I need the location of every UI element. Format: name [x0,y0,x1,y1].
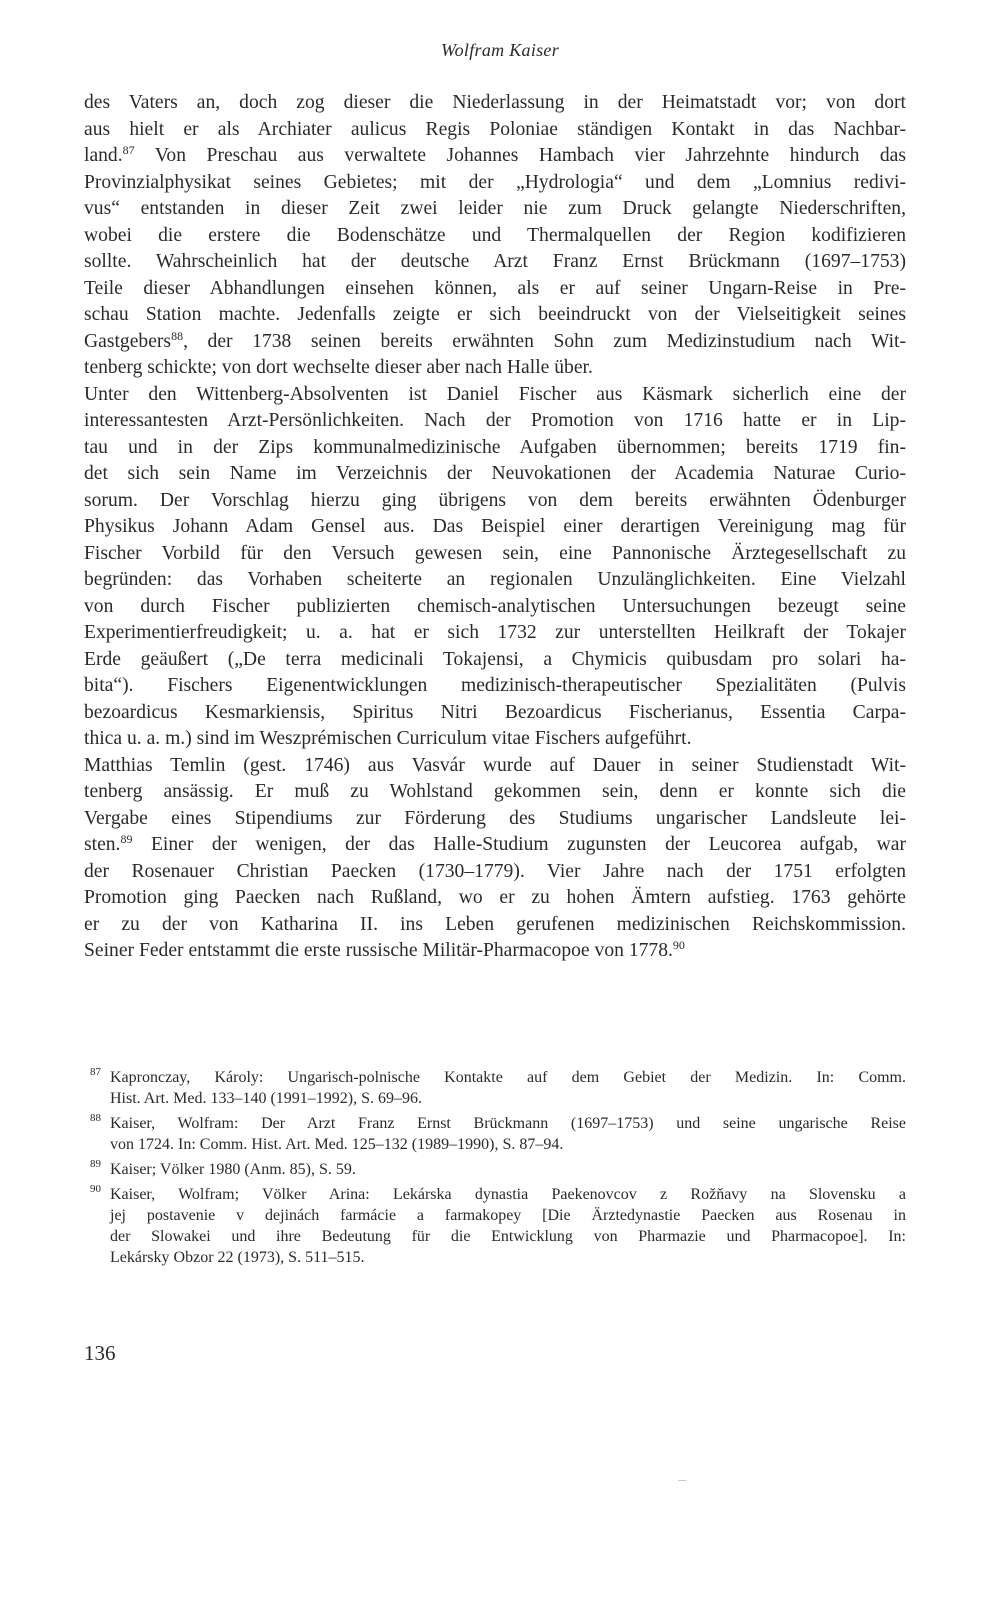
text-line: schau Station machte. Jedenfalls zeigte er sich beeindruckt von der Vielseitigkeit seines [84,304,906,325]
text-line: Fischer Vorbild für den Versuch gewesen sein, eine Pannonische Ärztegesellschaft zu [84,542,906,564]
footnote-line: Hist. Art. Med. 133–140 (1991–1992), S. 69–96. [110,1090,422,1107]
text-line: sollte. Wahrscheinlich hat der deutsche Arzt Franz Ernst Brückmann (1697–1753) [84,251,906,272]
text-line: er zu der von Katharina II. ins Leben gerufenen medizinischen Reichskommission. [84,913,906,935]
text-line: wobei die erstere die Bodenschätze und Thermalquellen der Region kodifizieren [84,224,906,246]
text-line: Promotion ging Paecken nach Rußland, wo er zu hohen Ämtern aufstieg. 1763 gehörte [84,887,906,908]
footnote-ref[interactable]: 87 [122,143,135,157]
text-line: Physikus Johann Adam Gensel aus. Das Beispiel einer derartigen Vereinigung mag für [84,516,906,537]
text-line: Gastgebers$^{88}$, der 1738 seinen bereits erwähnten Sohn zum Medizinstudium nach Wit- [84,328,906,352]
footnote [84,1067,906,1109]
text-line: bita“). Fischers Eigenentwicklungen medizinisch-therapeutischer Spezialitäten (Pulvis [84,675,906,696]
text-line: tau und in der Zips kommunalmedizinische Aufgaben übernommen; bereits 1719 fin- [84,436,906,458]
footnote-line: der Slowakei und ihre Bedeutung für die Entwicklung von Pharmazie und Pharmacopoe]. In: [110,1228,906,1245]
text-line: interessantesten Arzt-Persönlichkeiten. Nach der Promotion von 1716 hatte er in Lip- [84,410,906,431]
footnote [84,1159,906,1180]
text-line: Matthias Temlin (gest. 1746) aus Vasvár wurde auf Dauer in seiner Studienstadt Wit- [84,754,906,776]
scan-speck [678,1480,686,1481]
footnote-number: 89 [90,1158,101,1170]
text-line: aus hielt er als Archiater aulicus Regis Poloniae ständigen Kontakt in das Nachbar- [84,118,906,140]
body-text [84,90,906,965]
footnote-number: 90 [90,1183,101,1195]
text-line: von durch Fischer publizierten chemisch-analytischen Untersuchungen bezeugt seine [84,595,906,617]
footnote-ref[interactable]: 90 [672,938,685,952]
text-line: Erde geäußert („De terra medicinali Tokajensi, a Chymicis quibusdam pro solari ha- [84,648,906,670]
footnote [84,1184,906,1268]
footnote-line: Lekársky Obzor 22 (1973), S. 511–515. [110,1249,365,1266]
text-line: tenberg ansässig. Er muß zu Wohlstand gekommen sein, denn er konnte sich die [84,781,906,802]
text-line: bezoardicus Kesmarkiensis, Spiritus Nitri Bezoardicus Fischerianus, Essentia Carpa- [84,701,906,723]
footnote-ref[interactable]: 89 [120,832,133,846]
text-line: Seiner Feder entstammt die erste russische Militär-Pharmacopoe von 1778.90 [84,938,685,961]
text-line: sten.$^{89}$ Einer der wenigen, der das Halle-Studium zugunsten der Leucorea aufgab, war [84,832,906,855]
footnote [84,1113,906,1155]
footnote-number: 87 [90,1066,101,1078]
page-number: 136 [84,1341,116,1365]
text-line: thica u. a. m.) sind im Weszprémischen Curriculum vitae Fischers aufgeführt. [84,728,692,749]
text-line: land.$^{87}$ Von Preschau aus verwaltete Johannes Hambach vier Jahrzehnte hindurch das [84,143,907,166]
footnote-ref[interactable]: 88 [171,328,184,343]
text-line: vus“ entstanden in dieser Zeit zwei leider nie zum Druck gelangte Niederschriften, [84,198,906,219]
text-line: Experimentierfreudigkeit; u. a. hat er sich 1732 zur unterstellten Heilkraft der Tokajer [84,622,906,643]
footnote-line: jej postavenie v dejinách farmácie a farmakopey [Die Ärztedynastie Paecken aus Rosenau in [110,1207,906,1224]
footnote-line: Kaiser, Wolfram: Der Arzt Franz Ernst Brückmann (1697–1753) und seine ungarische Reise [110,1115,906,1132]
footnotes [84,1067,906,1272]
footnote-line: von 1724. In: Comm. Hist. Art. Med. 125–132 (1989–1990), S. 87–94. [110,1136,564,1153]
text-line: Provinzialphysikat seines Gebietes; mit der „Hydrologia“ und dem „Lomnius redivi- [84,171,906,193]
text-line: der Rosenauer Christian Paecken (1730–1779). Vier Jahre nach der 1751 erfolgten [84,860,906,882]
text-line: Vergabe eines Stipendiums zur Förderung des Studiums ungarischer Landsleute lei- [84,807,906,829]
footnote-line: Kaiser, Wolfram; Völker Arina: Lekárska dynastia Paekenovcov z Rožňavy na Slovensku a [110,1186,906,1203]
text-line: begründen: das Vorhaben scheiterte an regionalen Unzulänglichkeiten. Eine Vielzahl [84,569,906,590]
text-line: sorum. Der Vorschlag hierzu ging übrigens von dem bereits erwähnten Ödenburger [84,489,906,511]
text-line: det sich sein Name im Verzeichnis der Neuvokationen der Academia Naturae Curio- [84,463,906,484]
text-line: Teile dieser Abhandlungen einsehen können, als er auf seiner Ungarn-Reise in Pre- [84,277,906,299]
text-line: tenberg schickte; von dort wechselte dieser aber nach Halle über. [84,357,593,378]
footnote-number: 88 [90,1112,101,1124]
footnote-line: Kapronczay, Károly: Ungarisch-polnische Kontakte auf dem Gebiet der Medizin. In: Comm. [110,1069,906,1086]
text-line: des Vaters an, doch zog dieser die Niederlassung in der Heimatstadt vor; von dort [84,92,906,113]
running-head: Wolfram Kaiser [440,40,560,60]
text-line: Unter den Wittenberg-Absolventen ist Daniel Fischer aus Käsmark sicherlich eine der [84,383,906,405]
footnote-line: Kaiser; Völker 1980 (Anm. 85), S. 59. [110,1161,356,1178]
